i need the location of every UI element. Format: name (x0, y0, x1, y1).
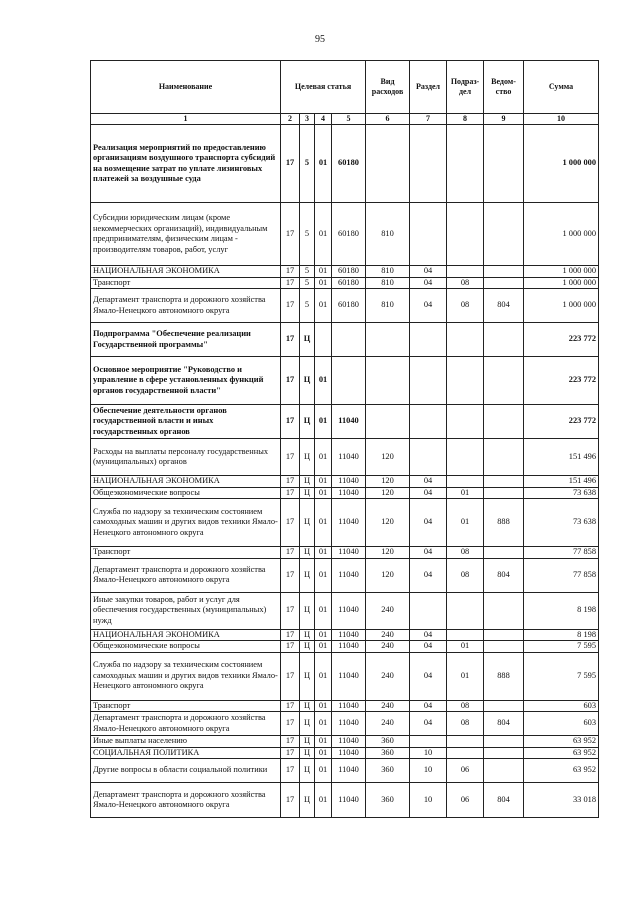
row-direction-code: 60180 (332, 125, 366, 203)
row-subprogram-code: Ц (300, 547, 315, 559)
row-name: Служба по надзору за техническим состоянием самоходных машин и других видов техники Ямало-Ненецкого автономного округа (91, 499, 281, 547)
row-section: 04 (410, 266, 447, 278)
table-row (91, 266, 599, 278)
row-amount: 63 952 (524, 747, 599, 759)
row-subsection (447, 125, 484, 203)
row-name: Другие вопросы в области социальной политики (91, 759, 281, 783)
table-row (91, 700, 599, 712)
row-subprogram-code: 5 (300, 203, 315, 266)
row-expense-type: 240 (366, 652, 410, 700)
row-expense-type (366, 125, 410, 203)
row-name: Департамент транспорта и дорожного хозяйства Ямало-Ненецкого автономного округа (91, 712, 281, 736)
row-direction-code: 11040 (332, 641, 366, 653)
row-subprogram-code: Ц (300, 783, 315, 818)
row-subsection (447, 439, 484, 476)
row-section: 04 (410, 652, 447, 700)
row-expense-type: 240 (366, 592, 410, 629)
row-program-code: 17 (281, 405, 300, 439)
row-amount: 223 772 (524, 357, 599, 405)
row-expense-type (366, 357, 410, 405)
row-event-code: 01 (315, 652, 332, 700)
row-amount: 1 000 000 (524, 266, 599, 278)
row-subsection: 01 (447, 487, 484, 499)
row-name: Общеэкономические вопросы (91, 641, 281, 653)
row-section: 04 (410, 558, 447, 592)
row-event-code: 01 (315, 357, 332, 405)
row-department (484, 629, 524, 641)
header-amount: Сумма (524, 61, 599, 114)
row-subprogram-code: Ц (300, 405, 315, 439)
row-subsection: 06 (447, 759, 484, 783)
row-section (410, 592, 447, 629)
row-program-code: 17 (281, 700, 300, 712)
row-department: 804 (484, 783, 524, 818)
row-direction-code: 11040 (332, 783, 366, 818)
row-department (484, 357, 524, 405)
row-event-code: 01 (315, 641, 332, 653)
row-name: Департамент транспорта и дорожного хозяйства Ямало-Ненецкого автономного округа (91, 289, 281, 323)
row-department (484, 323, 524, 357)
table-row (91, 357, 599, 405)
row-department (484, 405, 524, 439)
row-name: Транспорт (91, 277, 281, 289)
row-direction-code: 11040 (332, 499, 366, 547)
row-subprogram-code: 5 (300, 277, 315, 289)
budget-table (90, 60, 599, 818)
row-program-code: 17 (281, 592, 300, 629)
column-number: 9 (484, 114, 524, 125)
row-program-code: 17 (281, 289, 300, 323)
row-section (410, 203, 447, 266)
row-subsection (447, 747, 484, 759)
row-name: Транспорт (91, 700, 281, 712)
row-amount: 8 198 (524, 629, 599, 641)
row-subsection: 01 (447, 499, 484, 547)
table-row (91, 652, 599, 700)
row-subprogram-code: Ц (300, 476, 315, 488)
row-program-code: 17 (281, 712, 300, 736)
row-program-code: 17 (281, 125, 300, 203)
row-amount: 77 858 (524, 547, 599, 559)
table-row (91, 476, 599, 488)
row-section: 04 (410, 289, 447, 323)
row-direction-code: 11040 (332, 652, 366, 700)
row-subprogram-code: Ц (300, 747, 315, 759)
row-amount: 223 772 (524, 323, 599, 357)
row-subprogram-code: Ц (300, 736, 315, 748)
row-event-code: 01 (315, 487, 332, 499)
header-target-article: Целевая статья (281, 61, 366, 114)
row-name: НАЦИОНАЛЬНАЯ ЭКОНОМИКА (91, 629, 281, 641)
row-department: 804 (484, 712, 524, 736)
row-event-code: 01 (315, 203, 332, 266)
row-subsection (447, 476, 484, 488)
row-subsection: 08 (447, 547, 484, 559)
column-number: 8 (447, 114, 484, 125)
row-expense-type: 810 (366, 277, 410, 289)
row-expense-type: 120 (366, 476, 410, 488)
row-direction-code: 60180 (332, 289, 366, 323)
row-subsection (447, 266, 484, 278)
row-program-code: 17 (281, 736, 300, 748)
row-direction-code (332, 323, 366, 357)
row-subsection: 08 (447, 700, 484, 712)
row-event-code: 01 (315, 125, 332, 203)
table-row (91, 712, 599, 736)
row-department (484, 439, 524, 476)
row-event-code: 01 (315, 747, 332, 759)
row-direction-code: 60180 (332, 266, 366, 278)
row-subsection: 08 (447, 289, 484, 323)
row-amount: 1 000 000 (524, 203, 599, 266)
row-department: 888 (484, 499, 524, 547)
header-expense-type: Вид расходов (366, 61, 410, 114)
row-program-code: 17 (281, 203, 300, 266)
row-subprogram-code: Ц (300, 357, 315, 405)
row-subsection (447, 629, 484, 641)
row-subsection (447, 323, 484, 357)
table-row (91, 125, 599, 203)
row-name: Транспорт (91, 547, 281, 559)
column-number: 7 (410, 114, 447, 125)
row-name: НАЦИОНАЛЬНАЯ ЭКОНОМИКА (91, 266, 281, 278)
row-subprogram-code: Ц (300, 439, 315, 476)
table-row (91, 783, 599, 818)
row-expense-type: 120 (366, 547, 410, 559)
row-event-code: 01 (315, 499, 332, 547)
row-amount: 1 000 000 (524, 289, 599, 323)
row-expense-type: 810 (366, 266, 410, 278)
row-program-code: 17 (281, 747, 300, 759)
row-department: 804 (484, 289, 524, 323)
row-subprogram-code: Ц (300, 487, 315, 499)
row-event-code: 01 (315, 289, 332, 323)
row-subprogram-code: 5 (300, 125, 315, 203)
row-section: 04 (410, 476, 447, 488)
row-subprogram-code: Ц (300, 700, 315, 712)
row-subprogram-code: Ц (300, 323, 315, 357)
column-number: 10 (524, 114, 599, 125)
table-row (91, 592, 599, 629)
column-number: 2 (281, 114, 300, 125)
row-section: 04 (410, 499, 447, 547)
table-row (91, 289, 599, 323)
table-row (91, 323, 599, 357)
row-department (484, 547, 524, 559)
row-department (484, 700, 524, 712)
header-subsection: Подраз-дел (447, 61, 484, 114)
row-amount: 77 858 (524, 558, 599, 592)
row-name: Расходы на выплаты персоналу государственных (муниципальных) органов (91, 439, 281, 476)
row-direction-code: 11040 (332, 487, 366, 499)
row-program-code: 17 (281, 487, 300, 499)
row-event-code: 01 (315, 592, 332, 629)
row-program-code: 17 (281, 547, 300, 559)
row-amount: 223 772 (524, 405, 599, 439)
row-subsection (447, 357, 484, 405)
column-number: 5 (332, 114, 366, 125)
column-numbering-row (91, 114, 599, 125)
row-amount: 151 496 (524, 439, 599, 476)
row-subprogram-code: Ц (300, 592, 315, 629)
row-event-code: 01 (315, 439, 332, 476)
row-amount: 8 198 (524, 592, 599, 629)
table-row (91, 759, 599, 783)
row-subprogram-code: Ц (300, 499, 315, 547)
row-event-code: 01 (315, 736, 332, 748)
row-direction-code: 11040 (332, 747, 366, 759)
row-amount: 1 000 000 (524, 125, 599, 203)
row-amount: 603 (524, 712, 599, 736)
row-program-code: 17 (281, 641, 300, 653)
table-row (91, 629, 599, 641)
row-subprogram-code: 5 (300, 289, 315, 323)
table-row (91, 641, 599, 653)
row-program-code: 17 (281, 439, 300, 476)
row-program-code: 17 (281, 759, 300, 783)
row-subsection (447, 203, 484, 266)
row-expense-type: 120 (366, 499, 410, 547)
row-program-code: 17 (281, 499, 300, 547)
row-event-code: 01 (315, 476, 332, 488)
row-section: 10 (410, 759, 447, 783)
row-name: Субсидии юридическим лицам (кроме некоммерческих организаций), индивидуальным предпринимателям, физическим лицам - производителям товаров, работ, услуг (91, 203, 281, 266)
header-name: Наименование (91, 61, 281, 114)
table-row (91, 747, 599, 759)
row-direction-code: 11040 (332, 700, 366, 712)
row-expense-type: 810 (366, 289, 410, 323)
row-expense-type: 810 (366, 203, 410, 266)
row-section (410, 736, 447, 748)
row-name: Основное мероприятие "Руководство и управление в сфере установленных функций органов государственной власти" (91, 357, 281, 405)
row-department: 888 (484, 652, 524, 700)
row-expense-type (366, 323, 410, 357)
row-amount: 33 018 (524, 783, 599, 818)
table-row (91, 439, 599, 476)
row-amount: 603 (524, 700, 599, 712)
row-event-code: 01 (315, 547, 332, 559)
row-direction-code: 11040 (332, 629, 366, 641)
row-direction-code: 11040 (332, 558, 366, 592)
row-program-code: 17 (281, 783, 300, 818)
row-amount: 7 595 (524, 652, 599, 700)
row-section: 04 (410, 547, 447, 559)
table-body (91, 125, 599, 818)
table-row (91, 487, 599, 499)
row-subprogram-code: Ц (300, 652, 315, 700)
row-direction-code: 11040 (332, 439, 366, 476)
header-department: Ведом-ство (484, 61, 524, 114)
row-expense-type: 120 (366, 558, 410, 592)
row-expense-type: 360 (366, 736, 410, 748)
row-subsection (447, 405, 484, 439)
row-subsection: 06 (447, 783, 484, 818)
row-department (484, 487, 524, 499)
row-amount: 7 595 (524, 641, 599, 653)
row-expense-type: 120 (366, 487, 410, 499)
row-subprogram-code: Ц (300, 712, 315, 736)
row-amount: 151 496 (524, 476, 599, 488)
row-section (410, 357, 447, 405)
row-direction-code: 11040 (332, 736, 366, 748)
row-subsection: 08 (447, 558, 484, 592)
row-name: Подпрограмма "Обеспечение реализации Государственной программы" (91, 323, 281, 357)
row-section: 10 (410, 783, 447, 818)
row-amount: 1 000 000 (524, 277, 599, 289)
row-event-code: 01 (315, 712, 332, 736)
header-section: Раздел (410, 61, 447, 114)
row-department (484, 736, 524, 748)
row-name: Иные закупки товаров, работ и услуг для обеспечения государственных (муниципальных) нужд (91, 592, 281, 629)
row-direction-code: 11040 (332, 476, 366, 488)
table-row (91, 736, 599, 748)
row-name: Департамент транспорта и дорожного хозяйства Ямало-Ненецкого автономного округа (91, 783, 281, 818)
row-subsection: 08 (447, 277, 484, 289)
row-department (484, 266, 524, 278)
row-direction-code: 11040 (332, 405, 366, 439)
row-amount: 63 952 (524, 736, 599, 748)
row-program-code: 17 (281, 323, 300, 357)
row-expense-type: 360 (366, 783, 410, 818)
table-row (91, 499, 599, 547)
row-event-code: 01 (315, 759, 332, 783)
row-program-code: 17 (281, 652, 300, 700)
row-event-code (315, 323, 332, 357)
row-section (410, 125, 447, 203)
table-row (91, 547, 599, 559)
row-direction-code: 11040 (332, 547, 366, 559)
table-row (91, 277, 599, 289)
table-row (91, 558, 599, 592)
row-department (484, 277, 524, 289)
row-expense-type: 240 (366, 700, 410, 712)
row-expense-type: 360 (366, 747, 410, 759)
row-event-code: 01 (315, 405, 332, 439)
row-amount: 73 638 (524, 487, 599, 499)
row-name: Общеэкономические вопросы (91, 487, 281, 499)
row-expense-type: 240 (366, 712, 410, 736)
column-number: 4 (315, 114, 332, 125)
row-event-code: 01 (315, 558, 332, 592)
row-department (484, 747, 524, 759)
row-amount: 63 952 (524, 759, 599, 783)
row-section: 04 (410, 641, 447, 653)
row-department (484, 641, 524, 653)
row-subsection (447, 592, 484, 629)
row-expense-type: 360 (366, 759, 410, 783)
row-subprogram-code: Ц (300, 558, 315, 592)
column-number: 6 (366, 114, 410, 125)
row-name: НАЦИОНАЛЬНАЯ ЭКОНОМИКА (91, 476, 281, 488)
column-number: 1 (91, 114, 281, 125)
row-direction-code: 11040 (332, 759, 366, 783)
row-department (484, 125, 524, 203)
row-event-code: 01 (315, 783, 332, 818)
row-event-code: 01 (315, 629, 332, 641)
row-section: 04 (410, 700, 447, 712)
row-name: Служба по надзору за техническим состоянием самоходных машин и других видов техники Ямало-Ненецкого автономного округа (91, 652, 281, 700)
row-section: 04 (410, 487, 447, 499)
row-name: Департамент транспорта и дорожного хозяйства Ямало-Ненецкого автономного округа (91, 558, 281, 592)
row-program-code: 17 (281, 476, 300, 488)
row-subsection: 08 (447, 712, 484, 736)
row-section (410, 323, 447, 357)
row-event-code: 01 (315, 700, 332, 712)
row-expense-type: 240 (366, 629, 410, 641)
row-program-code: 17 (281, 357, 300, 405)
row-subprogram-code: 5 (300, 266, 315, 278)
row-program-code: 17 (281, 558, 300, 592)
row-subprogram-code: Ц (300, 641, 315, 653)
row-expense-type: 240 (366, 641, 410, 653)
row-program-code: 17 (281, 266, 300, 278)
row-section: 10 (410, 747, 447, 759)
row-name: СОЦИАЛЬНАЯ ПОЛИТИКА (91, 747, 281, 759)
row-section (410, 439, 447, 476)
row-subsection (447, 736, 484, 748)
row-direction-code: 60180 (332, 277, 366, 289)
row-name: Реализация мероприятий по предоставлению организациям воздушного транспорта субсидий на возмещение затрат по уплате лизинговых платежей за воздушные суда (91, 125, 281, 203)
row-subprogram-code: Ц (300, 759, 315, 783)
row-department (484, 759, 524, 783)
row-department: 804 (484, 558, 524, 592)
row-event-code: 01 (315, 277, 332, 289)
table-row (91, 203, 599, 266)
row-section (410, 405, 447, 439)
row-expense-type: 120 (366, 439, 410, 476)
row-subprogram-code: Ц (300, 629, 315, 641)
row-department (484, 592, 524, 629)
row-event-code: 01 (315, 266, 332, 278)
row-direction-code: 60180 (332, 203, 366, 266)
row-program-code: 17 (281, 629, 300, 641)
row-direction-code: 11040 (332, 592, 366, 629)
row-subsection: 01 (447, 641, 484, 653)
row-department (484, 203, 524, 266)
row-name: Обеспечение деятельности органов государственной власти и иных государственных органов (91, 405, 281, 439)
page-number: 95 (315, 34, 325, 45)
table-row (91, 405, 599, 439)
column-number: 3 (300, 114, 315, 125)
row-section: 04 (410, 629, 447, 641)
table-header-row (91, 61, 599, 114)
row-section: 04 (410, 277, 447, 289)
row-subsection: 01 (447, 652, 484, 700)
row-name: Иные выплаты населению (91, 736, 281, 748)
row-amount: 73 638 (524, 499, 599, 547)
row-direction-code: 11040 (332, 712, 366, 736)
row-department (484, 476, 524, 488)
row-direction-code (332, 357, 366, 405)
row-program-code: 17 (281, 277, 300, 289)
row-section: 04 (410, 712, 447, 736)
row-expense-type (366, 405, 410, 439)
